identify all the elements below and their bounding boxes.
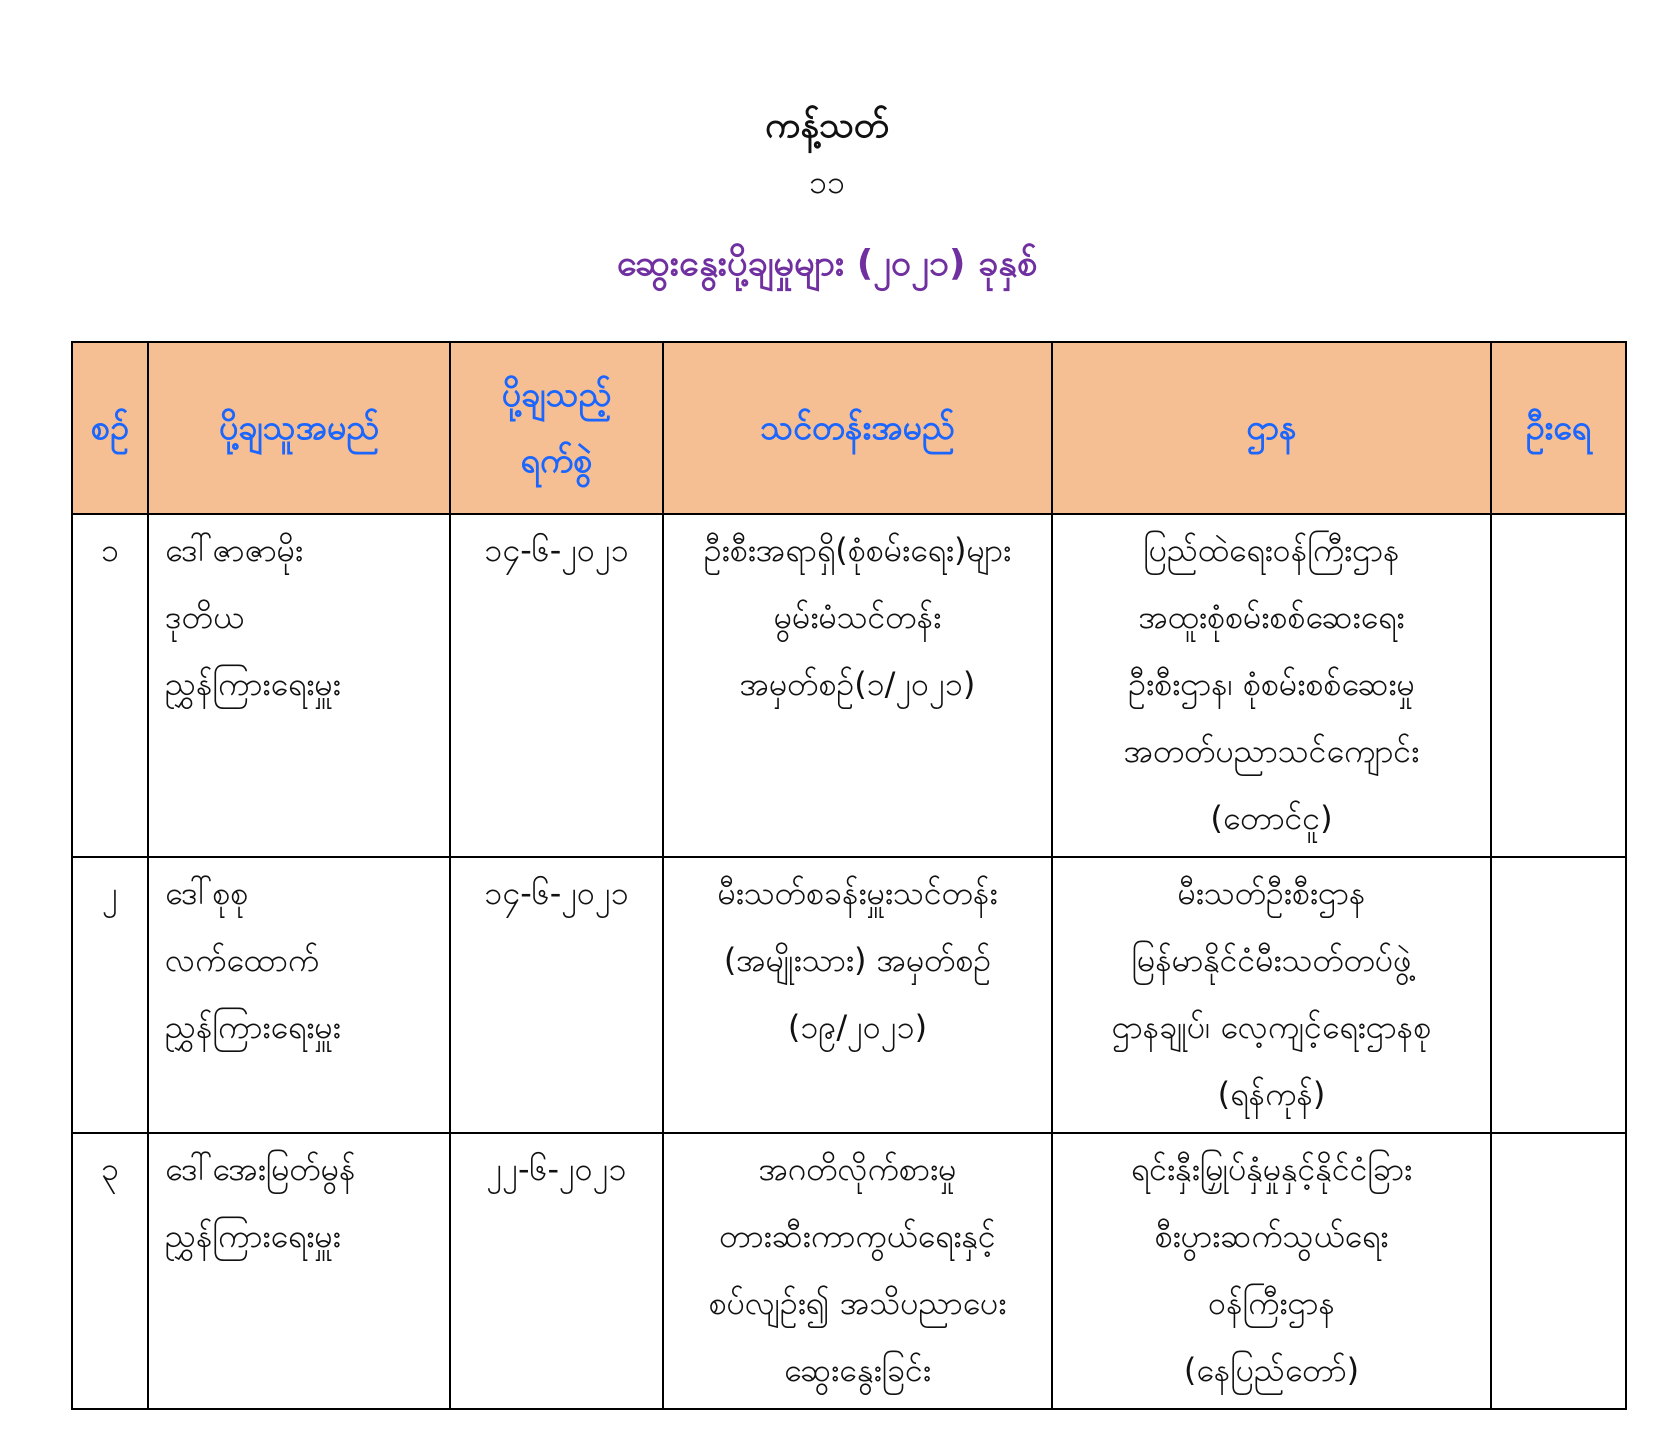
cell-course-line: ဆွေးနွေးခြင်း <box>783 1351 932 1389</box>
header-date-line: ရက်စွဲ <box>520 441 593 481</box>
cell-remarks <box>1491 1133 1626 1409</box>
cell-name <box>148 514 450 857</box>
header-course: သင်တန်းအမည် <box>663 342 1052 514</box>
cell-department <box>1052 514 1491 857</box>
lectures-table <box>71 341 1627 1410</box>
header-department: ဌာန <box>1052 342 1491 514</box>
table-row <box>72 857 1626 1133</box>
page-number: ၁၁ <box>809 163 845 201</box>
table-row <box>72 514 1626 857</box>
cell-department-line: ဝန်ကြီးဌာန <box>1208 1284 1335 1322</box>
cell-department-line: ပြည်ထဲရေးဝန်ကြီးဌာန <box>1143 531 1400 569</box>
header-date-line: ပို့ချသည့် <box>501 375 612 415</box>
cell-remarks <box>1491 514 1626 857</box>
cell-course-line: အဂတိလိုက်စားမှု <box>758 1150 957 1188</box>
cell-course <box>663 857 1052 1133</box>
cell-course-line: (အမျိုးသား) အမှတ်စဉ် <box>723 941 992 979</box>
cell-department-line: အတတ်ပညာသင်ကျောင်း <box>1123 732 1420 770</box>
cell-name-line: ညွှန်ကြားရေးမှူး <box>165 665 341 703</box>
cell-no: ၂ <box>72 857 148 1133</box>
cell-department-line: ရင်းနှီးမြှုပ်နှံမှုနှင့်နိုင်ငံခြား <box>1130 1150 1413 1188</box>
cell-department-line: စီးပွားဆက်သွယ်ရေး <box>1154 1217 1389 1255</box>
document-subtitle: ဆွေးနွေးပို့ချမှုများ (၂၀၂၁) ခုနှစ် <box>616 243 1038 284</box>
cell-remarks <box>1491 857 1626 1133</box>
cell-no: ၃ <box>72 1133 148 1409</box>
cell-department-line: ဌာနချုပ်၊ လေ့ကျင့်ရေးဌာနစု <box>1111 1008 1432 1046</box>
cell-course-line: စပ်လျဉ်း၍ အသိပညာပေး <box>708 1284 1007 1322</box>
cell-department-line: (ရန်ကုန်) <box>1217 1075 1326 1113</box>
header-date <box>450 342 663 514</box>
cell-department-line: မြန်မာနိုင်ငံမီးသတ်တပ်ဖွဲ့ <box>1131 941 1412 979</box>
cell-name-line: ညွှန်ကြားရေးမှူး <box>165 1217 341 1255</box>
cell-name <box>148 1133 450 1409</box>
table-header-row <box>72 342 1626 514</box>
cell-course-line: တားဆီးကာကွယ်ရေးနှင့် <box>719 1217 996 1255</box>
cell-name-line: ဒေါ်ဇာဇာမိုး <box>165 531 304 569</box>
cell-name-line: လက်ထောက် <box>165 941 320 979</box>
cell-department <box>1052 857 1491 1133</box>
cell-course-line: မွမ်းမံသင်တန်း <box>773 598 942 636</box>
cell-course <box>663 1133 1052 1409</box>
cell-name-line: ဒုတိယ <box>165 598 244 636</box>
cell-department-line: အထူးစုံစမ်းစစ်ဆေးရေး <box>1138 598 1405 636</box>
cell-course-line: မီးသတ်စခန်းမှူးသင်တန်း <box>717 874 998 912</box>
cell-course <box>663 514 1052 857</box>
cell-department-line: (နေပြည်တော်) <box>1183 1351 1360 1389</box>
document-title: ကန့်သတ် <box>765 105 889 146</box>
cell-name-line: ဒေါ်စုစု <box>165 874 249 912</box>
cell-department-line: ဦးစီးဌာန၊ စုံစမ်းစစ်ဆေးမှု <box>1128 665 1415 703</box>
header-remarks: ဦးရေ <box>1491 342 1626 514</box>
cell-date: ၁၄-၆-၂၀၂၁ <box>450 857 663 1133</box>
cell-department <box>1052 1133 1491 1409</box>
header-name: ပို့ချသူအမည် <box>148 342 450 514</box>
cell-date: ၁၄-၆-၂၀၂၁ <box>450 514 663 857</box>
cell-date: ၂၂-၆-၂၀၂၁ <box>450 1133 663 1409</box>
cell-course-line: (၁၉/၂၀၂၁) <box>787 1008 928 1046</box>
header-no: စဉ် <box>72 342 148 514</box>
cell-department-line: မီးသတ်ဦးစီးဌာန <box>1177 874 1366 912</box>
table-body <box>72 514 1626 1409</box>
cell-department-line: (တောင်ငူ) <box>1210 799 1333 837</box>
cell-name-line: ဒေါ်အေးမြတ်မွန် <box>165 1150 356 1188</box>
cell-name-line: ညွှန်ကြားရေးမှူး <box>165 1008 341 1046</box>
table-row <box>72 1133 1626 1409</box>
cell-no: ၁ <box>72 514 148 857</box>
cell-name <box>148 857 450 1133</box>
cell-course-line: အမှတ်စဉ်(၁/၂၀၂၁) <box>739 665 976 703</box>
cell-course-line: ဦးစီးအရာရှိ(စုံစမ်းရေး)များ <box>703 531 1012 569</box>
